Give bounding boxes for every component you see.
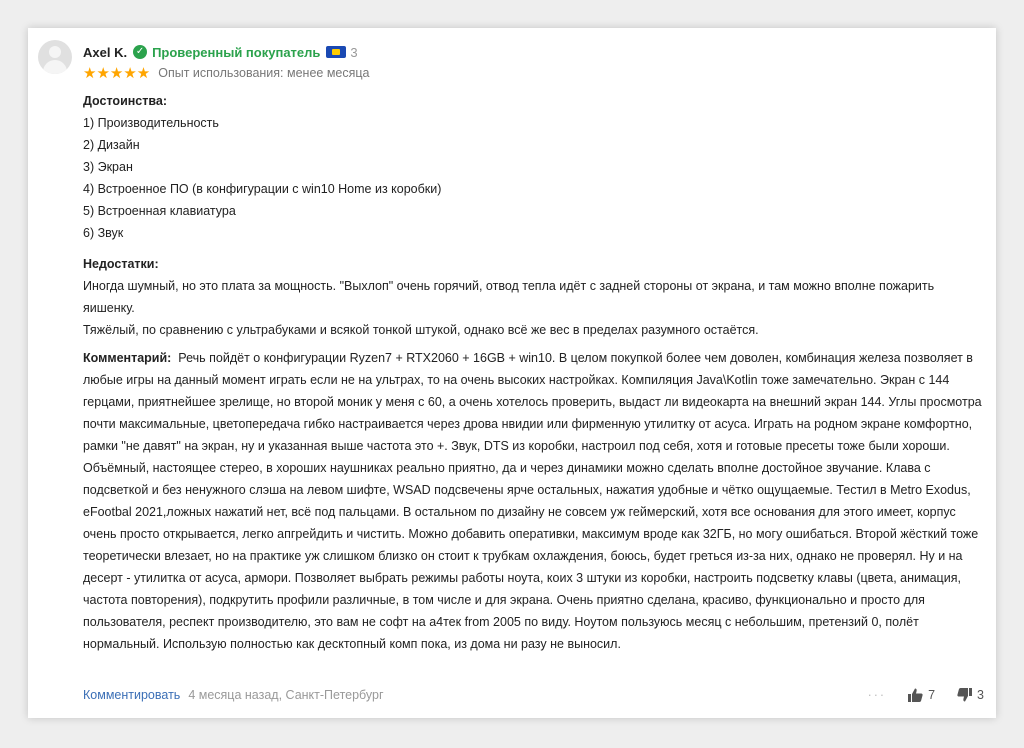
cons-section <box>83 253 984 341</box>
pros-item: 2) Дизайн <box>83 138 140 152</box>
pros-item: 5) Встроенная клавиатура <box>83 204 236 218</box>
review-footer <box>83 684 984 706</box>
like-button[interactable] <box>908 688 935 702</box>
rating-row <box>83 64 370 82</box>
cons-item: Иногда шумный, но это плата за мощность. "Выхлоп" очень горячий, отвод тепла идёт с задней стороны от экрана, и там можно вполне пожарить яишенку. <box>83 279 935 315</box>
dislike-button[interactable] <box>957 688 984 702</box>
review-meta: 4 месяца назад, Санкт-Петербург <box>188 688 384 702</box>
avatar[interactable] <box>38 40 72 74</box>
author-name[interactable]: Axel K. <box>83 44 128 60</box>
review-header <box>83 43 358 61</box>
pros-title: Достоинства: <box>83 94 168 108</box>
cons-title: Недостатки: <box>83 257 159 271</box>
pros-section <box>83 90 984 244</box>
comment-text: Речь пойдёт о конфигурации Ryzen7 + RTX2060 + 16GB + win10. В целом покупкой более чем доволен, комбинация железа позволяет в любые игры на данный момент играть если не на ультрах, то на очень высоких настройках. Компиляция Java\Kotlin тоже замечательно. Экран с 144 герцами, приятнейшее зрелище, но второй моник у меня с 60, а очень хотелось проверить, выдаст ли видеокарта на внешний экран 144. Углы просмотра почти максимальные, цветопередача гибко настраивается через дрова нвидии или фирменную утилитку от асуса. Играть на родном экране комфортно, рамки "не давят" на экран, ну и указанная выше частота это +. Звук, DTS из коробки, настроил под себя, хотя и готовые пресеты тоже были хороши. Объёмный, настоящее стерео, в хороших наушниках реально приятно, да и через динамики можно сделать вполне достойное звучание. Клава с подсветкой и без ненужного слэша на левом шифте, WSAD подсвечены ярче остальных, нажатия удобные и чётко ощущаемые. Тестил в Metro Exodus, eFootbal 2021,ложных нажатий нет, всё под пальцами. В остальном по дизайну не совсем уж геймерский, хотя все основания для этого имеет, корпус очень просто открывается, легко апгрейдить и чистить. Можно добавить оперативки, максимум вроде как 32ГБ, но могу ошибаться. Второй жёсткий тоже теоретически влезает, но на практике уж слишком близко он стоит к трубкам охлаждения, боюсь, будет греться из-за них, однако не проверял. Ну и на десерт - утилитка от асуса, армори. Позволяет выбрать режимы работы ноута, коих 3 штуки из коробки, настроить подсветку клавы (цвета, анимация, частота повторения), подкрутить профили различные, в том числе и для экрана. Очень приятно сделана, красиво, функционально и просто для пользователя, респект производителю, это вам не софт на а4тек from 2005 по виду. Ноутом пользуюсь месяц с небольшим, претензий 0, полёт нормальный. Использую полностью как десктопный комп пока, из дома ни разу не выносил. <box>83 351 982 651</box>
thumbs-down-icon <box>957 688 972 702</box>
verified-check-icon: ✓ <box>133 45 147 59</box>
comment-section <box>83 347 984 655</box>
like-count: 7 <box>928 688 936 702</box>
comment-paragraph <box>83 347 984 655</box>
badge-count: 3 <box>350 44 358 60</box>
dislike-count: 3 <box>977 688 984 702</box>
review-card <box>28 28 996 718</box>
more-dots-icon[interactable]: ··· <box>867 688 887 702</box>
pros-item: 3) Экран <box>83 160 133 174</box>
pros-item: 1) Производительность <box>83 116 219 130</box>
thumbs-up-icon <box>908 688 923 702</box>
pros-item: 6) Звук <box>83 226 124 240</box>
comment-button[interactable]: Комментировать <box>83 688 181 702</box>
star-rating: ★★★★★ <box>83 65 151 82</box>
badge-icon[interactable] <box>326 46 346 58</box>
comment-title: Комментарий: <box>83 351 172 365</box>
cons-item: Тяжёлый, по сравнению с ультрабуками и всякой тонкой штукой, однако всё же вес в пределах разумного остаётся. <box>83 323 759 337</box>
pros-item: 4) Встроенное ПО (в конфигурации с win10 Home из коробки) <box>83 182 442 196</box>
usage-experience: Опыт использования: менее месяца <box>158 66 370 80</box>
verified-buyer-label: Проверенный покупатель <box>152 44 321 60</box>
